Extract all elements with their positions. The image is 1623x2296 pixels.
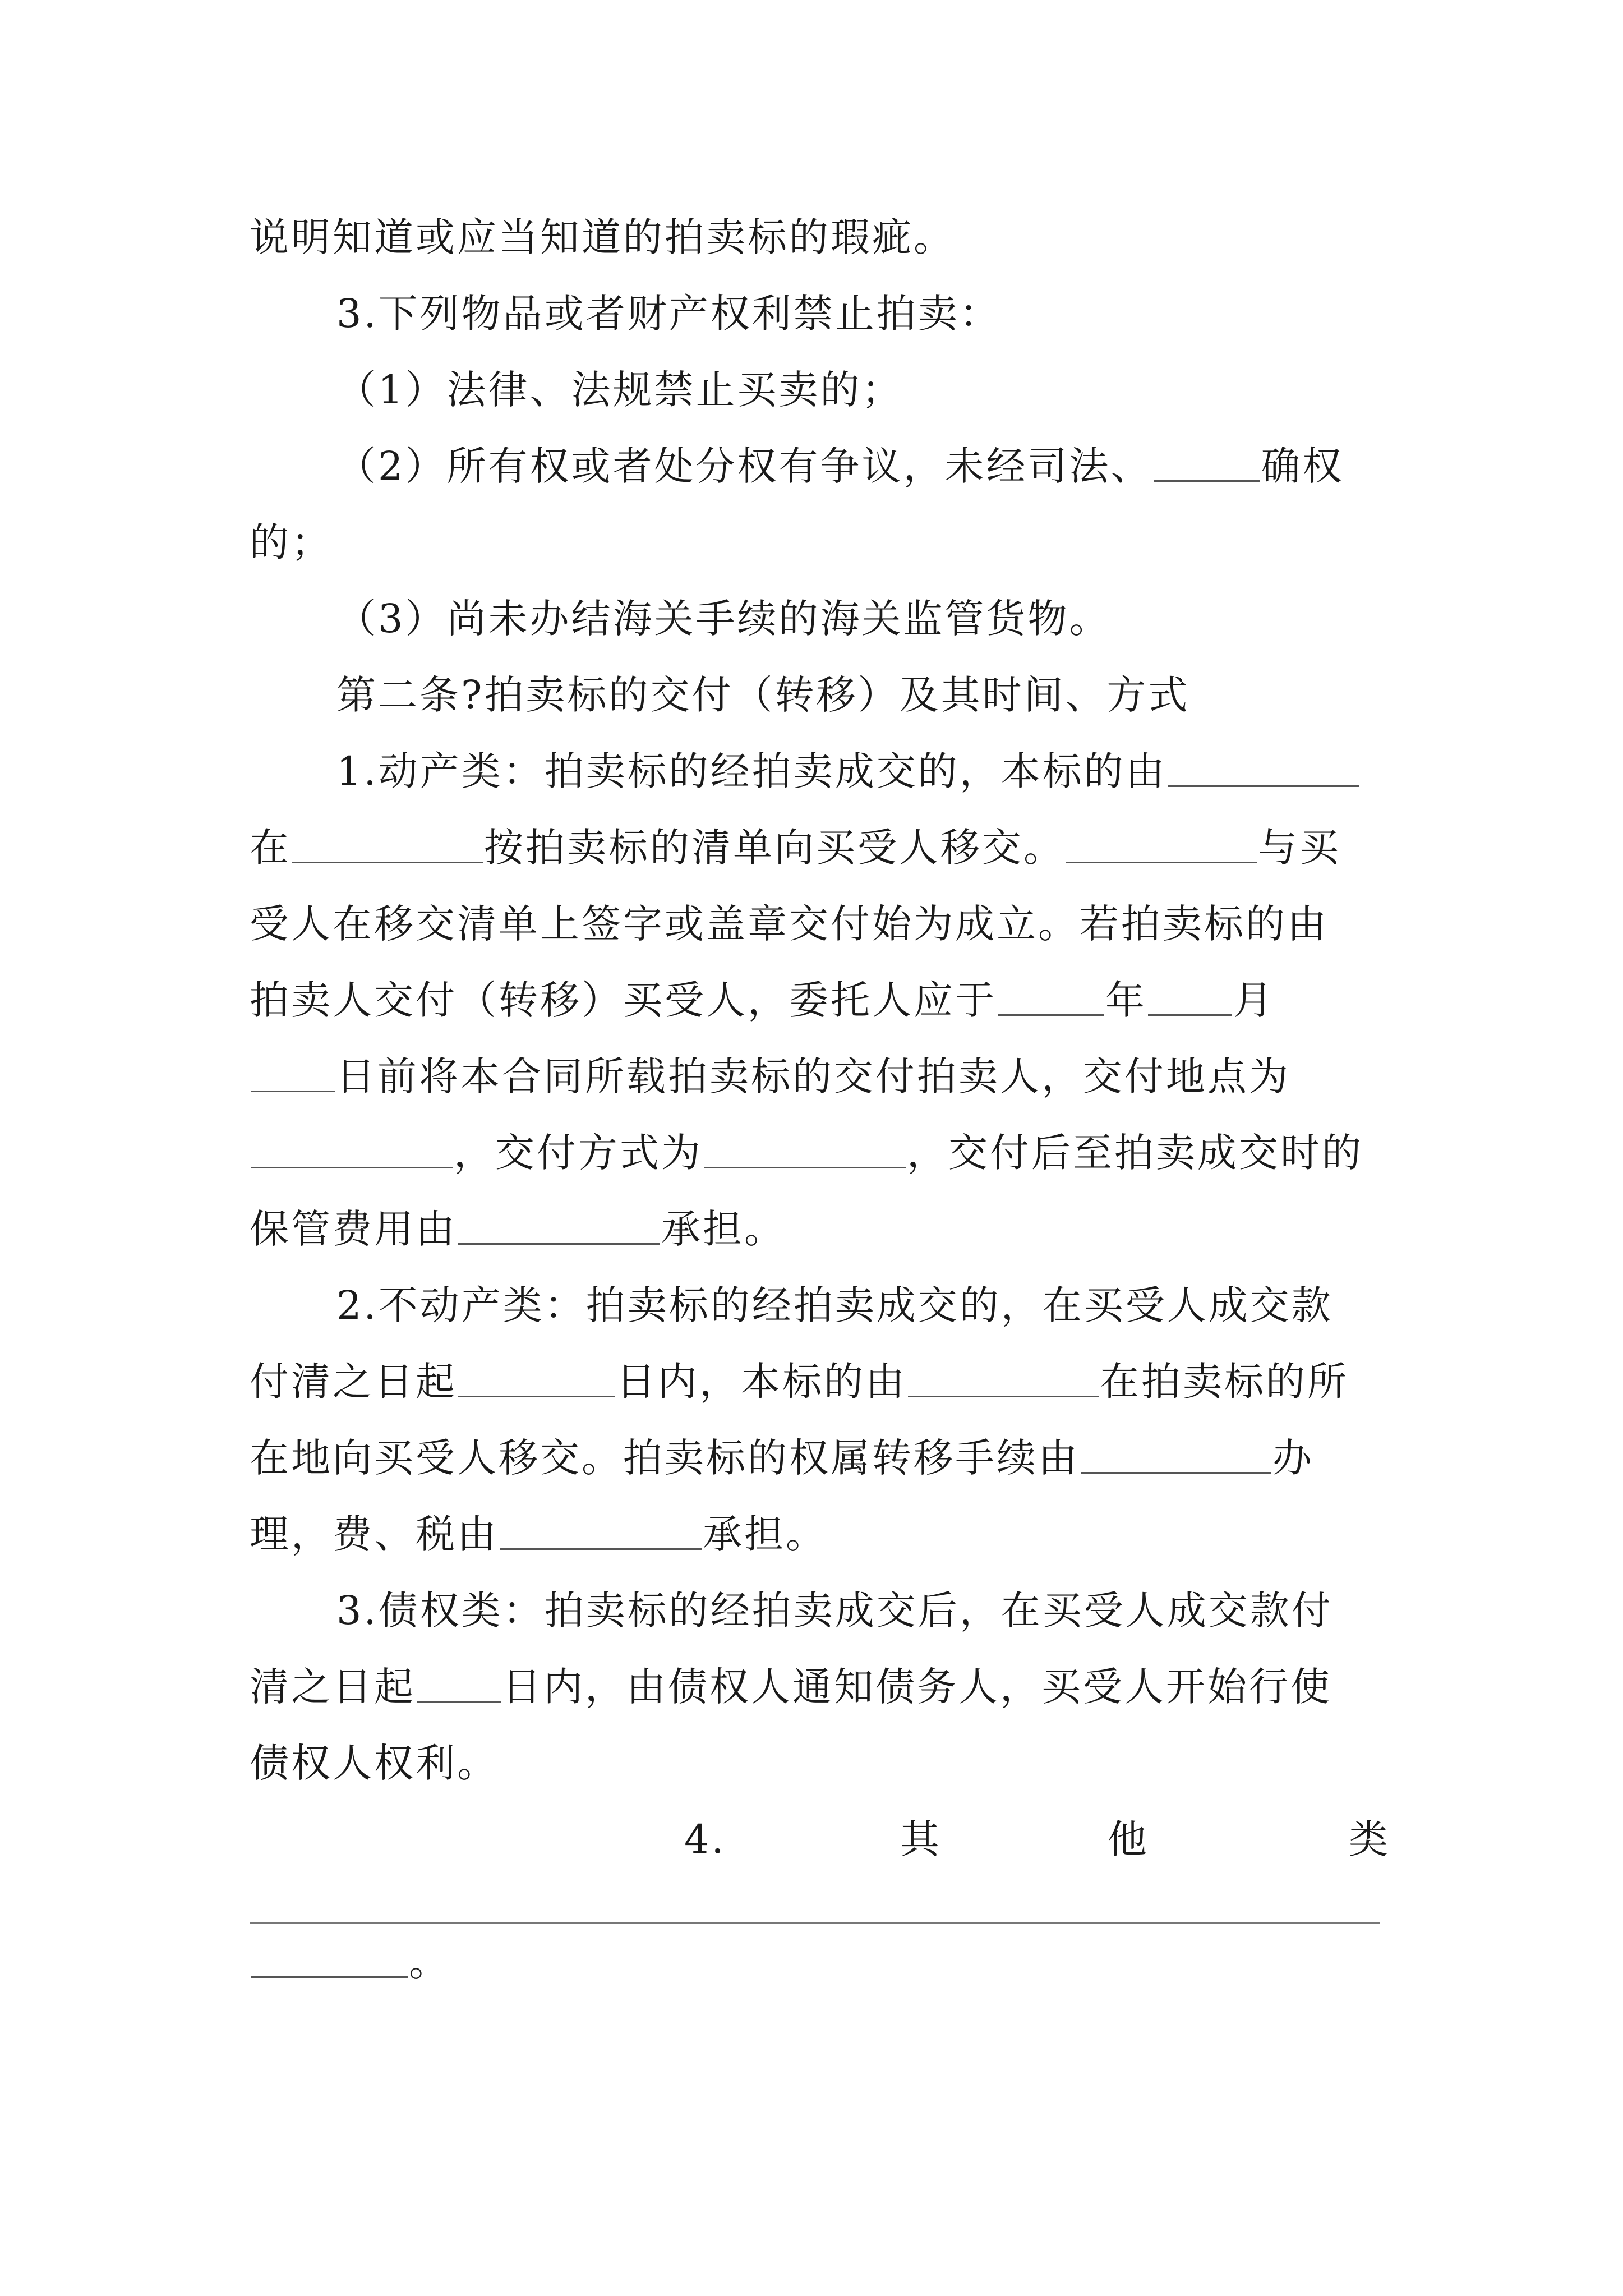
text-line <box>250 352 1396 428</box>
text-line <box>250 1191 1396 1267</box>
text-line <box>250 1267 1396 1343</box>
text-line <box>250 1115 1396 1191</box>
text-run: 年 <box>1105 977 1147 1023</box>
text-run: 确权 <box>1261 443 1344 489</box>
fill-blank[interactable] <box>1066 822 1257 863</box>
text-run: 清之日起 <box>250 1664 416 1710</box>
text-run: 4. <box>684 1816 726 1862</box>
text-run: 月 <box>1233 977 1275 1023</box>
text-run: 日内，本标的由 <box>616 1359 907 1405</box>
text-run: 保管费用由 <box>250 1206 457 1252</box>
fill-blank-long[interactable] <box>250 1878 1380 1924</box>
fill-blank[interactable] <box>251 1128 453 1168</box>
text-line <box>250 1924 1396 2000</box>
text-run: 债权人权利。 <box>250 1740 499 1786</box>
text-run: 其 <box>900 1816 942 1862</box>
text-run: 第二条?拍卖标的交付（转移）及其时间、方式 <box>336 672 1190 718</box>
fill-blank[interactable] <box>1148 975 1232 1016</box>
text-line <box>250 1496 1396 1572</box>
text-run: 承担。 <box>661 1206 786 1252</box>
fill-blank[interactable] <box>908 1356 1099 1397</box>
document-body <box>250 199 1396 2000</box>
fill-blank[interactable] <box>251 1051 335 1092</box>
text-run: ，交付方式为 <box>454 1130 703 1176</box>
fill-blank[interactable] <box>251 1937 408 1978</box>
text-run: ，交付后至拍卖成交时的 <box>907 1130 1363 1176</box>
fill-blank[interactable] <box>458 1356 615 1397</box>
text-line <box>250 428 1396 504</box>
text-run: 3.下列物品或者财产权利禁止拍卖： <box>336 291 1001 337</box>
text-run: 日内，由债权人通知债务人，买受人开始行使 <box>502 1664 1332 1710</box>
fill-blank[interactable] <box>292 822 483 863</box>
text-run: （2）所有权或者处分权有争议，未经司法、 <box>336 443 1152 489</box>
text-line <box>250 733 1396 809</box>
fill-blank[interactable] <box>998 975 1104 1016</box>
text-line <box>250 275 1396 352</box>
fill-blank[interactable] <box>1081 1433 1271 1474</box>
text-run: 说明知道或应当知道的拍卖标的瑕疵。 <box>250 214 955 260</box>
text-run: 。 <box>409 1939 450 1985</box>
text-run: 在拍卖标的所 <box>1100 1359 1349 1405</box>
text-run: 理，费、税由 <box>250 1511 499 1557</box>
text-line <box>250 1801 1396 1878</box>
text-run: 在地向买受人移交。拍卖标的权属转移手续由 <box>250 1435 1080 1481</box>
text-run: 类 <box>1349 1816 1390 1862</box>
fill-blank[interactable] <box>417 1662 501 1703</box>
text-line <box>250 581 1396 657</box>
text-line <box>250 504 1396 581</box>
text-run: 付清之日起 <box>250 1359 457 1405</box>
text-line <box>250 1038 1396 1115</box>
text-line <box>250 1572 1396 1649</box>
fill-blank[interactable] <box>1168 746 1359 787</box>
text-run: 拍卖人交付（转移）买受人，委托人应于 <box>250 977 997 1023</box>
text-run: 承担。 <box>703 1511 827 1557</box>
text-run: （1）法律、法规禁止买卖的； <box>336 367 903 413</box>
text-line <box>250 1420 1396 1496</box>
text-line <box>250 962 1396 1038</box>
text-run: （3）尚未办结海关手续的海关监管货物。 <box>336 596 1111 642</box>
text-line <box>250 886 1396 962</box>
text-run: 3.债权类：拍卖标的经拍卖成交后，在买受人成交款付 <box>336 1588 1333 1634</box>
text-run: 与买 <box>1258 825 1341 871</box>
fill-blank[interactable] <box>1154 441 1260 482</box>
text-line <box>250 809 1396 886</box>
text-line <box>250 1343 1396 1420</box>
text-run: 1.动产类：拍卖标的经拍卖成交的，本标的由 <box>336 748 1167 794</box>
text-run: 按拍卖标的清单向买受人移交。 <box>484 825 1065 871</box>
article-heading <box>250 657 1396 733</box>
text-run: 受人在移交清单上签字或盖章交付始为成立。若拍卖标的由 <box>250 901 1329 947</box>
text-line <box>250 199 1396 275</box>
text-run: 的； <box>250 519 333 565</box>
text-run: 日前将本合同所载拍卖标的交付拍卖人，交付地点为 <box>336 1053 1290 1099</box>
text-run: 在 <box>250 825 291 871</box>
text-run: 办 <box>1272 1435 1314 1481</box>
text-line <box>250 1649 1396 1725</box>
text-run: 他 <box>1108 1816 1149 1862</box>
fill-blank[interactable] <box>704 1128 906 1168</box>
text-line <box>250 1725 1396 1801</box>
fill-blank[interactable] <box>458 1204 660 1245</box>
fill-blank[interactable] <box>500 1509 702 1550</box>
text-run: 2.不动产类：拍卖标的经拍卖成交的，在买受人成交款 <box>336 1282 1333 1328</box>
